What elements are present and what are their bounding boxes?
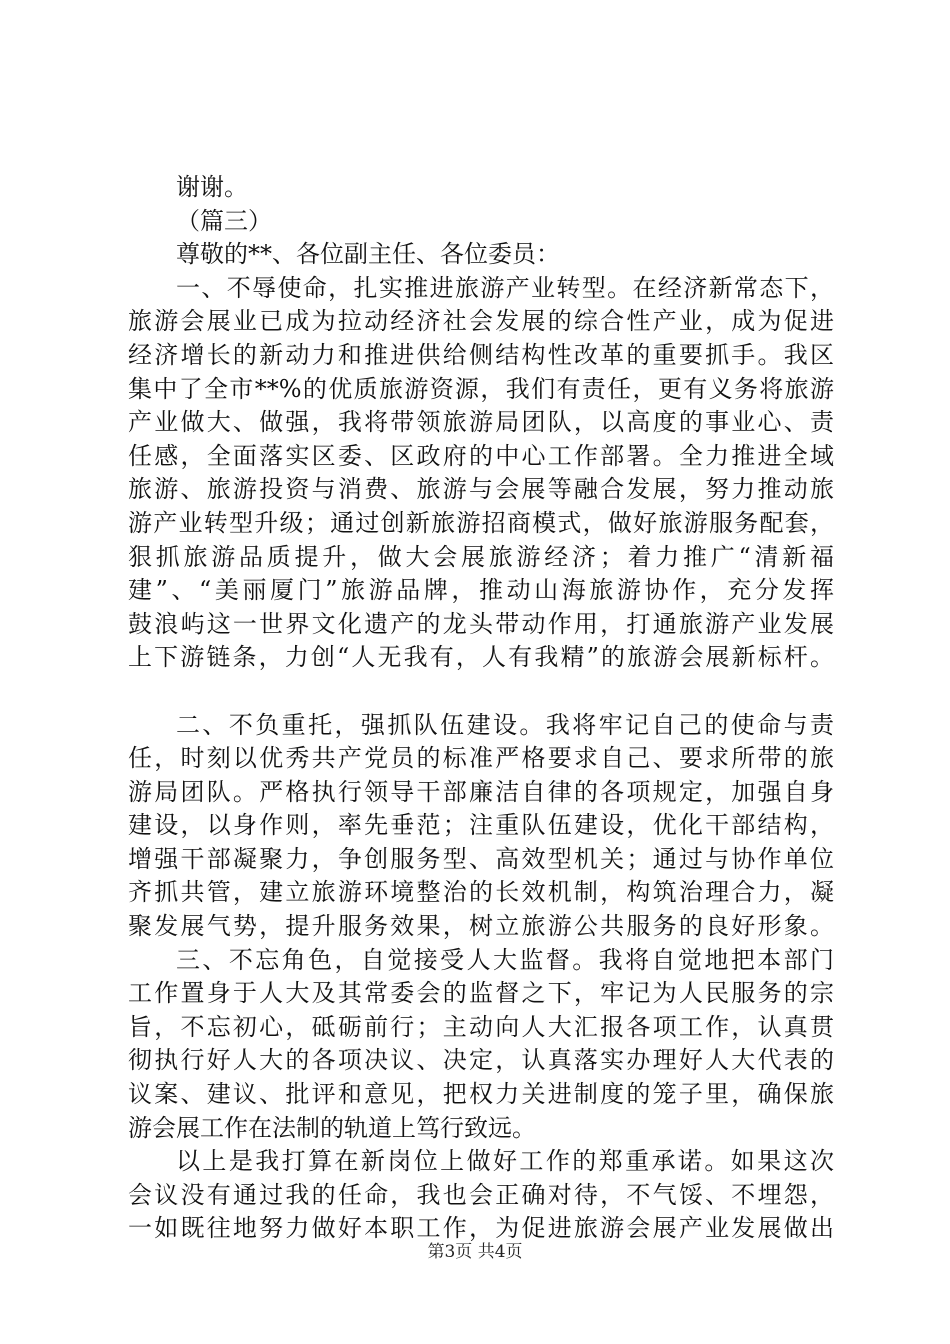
salutation: 尊敬的**、各位副主任、各位委员：	[176, 240, 560, 269]
page-number-footer: 第3页 共4页	[427, 1242, 523, 1262]
paragraph-line: 工作置身于人大及其常委会的监督之下，牢记为人民服务的宗	[128, 979, 834, 1008]
part-heading: （篇三）	[176, 206, 272, 235]
paragraph-line: 狠抓旅游品质提升，做大会展旅游经济；着力推广“清新福	[128, 542, 834, 571]
paragraph-line: 游产业转型升级；通过创新旅游招商模式，做好旅游服务配套，	[128, 508, 834, 537]
document-body	[128, 171, 834, 1246]
paragraph-section-1	[128, 272, 834, 675]
thanks-line: 谢谢。	[176, 173, 248, 201]
paragraph-line: 旅游会展业已成为拉动经济社会发展的综合性产业，成为促进	[128, 307, 834, 336]
paragraph-line: 鼓浪屿这一世界文化遗产的龙头带动作用，打通旅游产业发展	[128, 609, 834, 638]
paragraph-line: 旅游、旅游投资与消费、旅游与会展等融合发展，努力推动旅	[128, 475, 834, 504]
paragraph-line: 任感，全面落实区委、区政府的中心工作部署。全力推进全域	[128, 441, 834, 470]
paragraph-line: 产业做大、做强，我将带领旅游局团队，以高度的事业心、责	[128, 408, 834, 437]
paragraph-line: 增强干部凝聚力，争创服务型、高效型机关；通过与协作单位	[128, 844, 834, 873]
paragraph-line: 聚发展气势，提升服务效果，树立旅游公共服务的良好形象。	[128, 912, 834, 941]
paragraph-line: 彻执行好人大的各项决议、决定，认真落实办理好人大代表的	[128, 1046, 834, 1075]
paragraph-line: 上下游链条，力创“人无我有，人有我精”的旅游会展新标杆。	[128, 643, 834, 672]
paragraph-line: 经济增长的新动力和推进供给侧结构性改革的重要抓手。我区	[128, 340, 834, 369]
paragraph-line: 一、不辱使命，扎实推进旅游产业转型。在经济新常态下，	[176, 273, 834, 302]
paragraph-line: 以上是我打算在新岗位上做好工作的郑重承诺。如果这次	[176, 1147, 834, 1176]
paragraph-section-3	[128, 944, 834, 1146]
paragraph-line: 建设，以身作则，率先垂范；注重队伍建设，优化干部结构，	[128, 811, 834, 840]
paragraph-line: 议案、建议、批评和意见，把权力关进制度的笼子里，确保旅	[128, 1080, 834, 1109]
paragraph-line: 任，时刻以优秀共产党员的标准严格要求自己、要求所带的旅	[128, 744, 834, 773]
paragraph-line: 齐抓共管，建立旅游环境整治的长效机制，构筑治理合力，凝	[128, 878, 834, 907]
paragraph-line: 二、不负重托，强抓队伍建设。我将牢记自己的使命与责	[176, 710, 834, 739]
paragraph-line: 建”、“美丽厦门”旅游品牌，推动山海旅游协作，充分发挥	[128, 576, 834, 605]
paragraph-gap	[128, 675, 834, 709]
paragraph-line: 集中了全市**%的优质旅游资源，我们有责任，更有义务将旅游	[128, 374, 834, 403]
paragraph-line: 旨，不忘初心，砥砺前行；主动向人大汇报各项工作，认真贯	[128, 1012, 834, 1041]
paragraph-line: 游局团队。严格执行领导干部廉洁自律的各项规定，加强自身	[128, 777, 834, 806]
paragraph-line: 游会展工作在法制的轨道上笃行致远。	[128, 1113, 536, 1142]
paragraph-closing	[128, 1145, 834, 1246]
paragraph-line: 一如既往地努力做好本职工作，为促进旅游会展产业发展做出	[128, 1214, 834, 1243]
paragraph-line: 三、不忘角色，自觉接受人大监督。我将自觉地把本部门	[176, 945, 834, 974]
paragraph-section-2	[128, 709, 834, 944]
paragraph-line: 会议没有通过我的任命，我也会正确对待，不气馁、不埋怨，	[128, 1180, 834, 1209]
